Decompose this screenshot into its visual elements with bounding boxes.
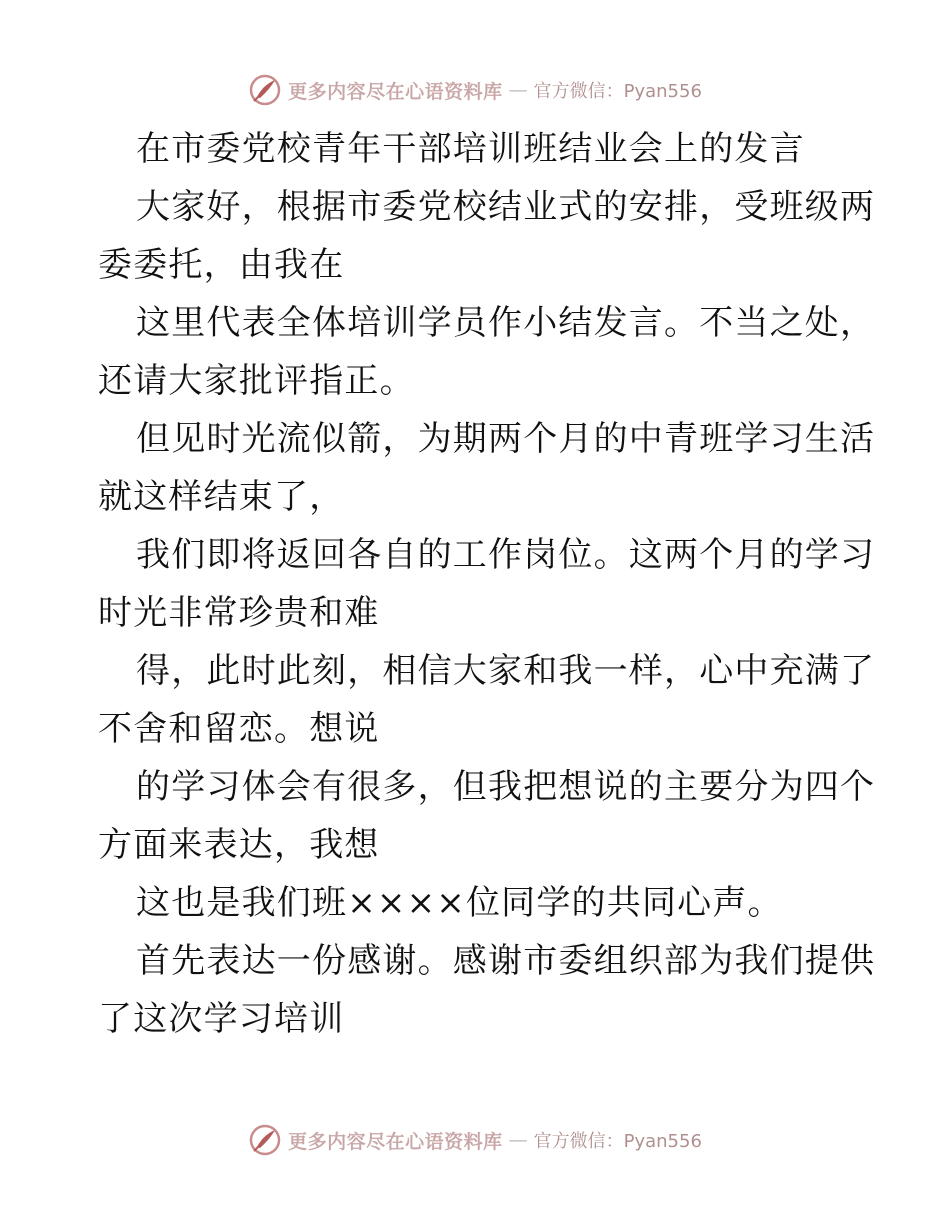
feather-seal-icon (248, 73, 282, 107)
text-line: 得，此时此刻，相信大家和我一样，心中充满了 (136, 651, 876, 691)
text-line: 但见时光流似箭，为期两个月的中青班学习生活 (136, 419, 876, 459)
watermark-wechat: 官方微信：Pyan556 (533, 81, 702, 102)
text-line: 我们即将返回各自的工作岗位。这两个月的学习 (136, 535, 876, 575)
document-body (98, 120, 876, 1048)
header-watermark (0, 70, 950, 110)
text-line: 时光非常珍贵和难 (98, 593, 380, 633)
text-line: 这也是我们班××××位同学的共同心声。 (136, 883, 783, 923)
feather-seal-icon (248, 1123, 282, 1157)
watermark-wechat: 官方微信：Pyan556 (533, 1131, 702, 1152)
watermark-text: 更多内容尽在心语资料库 (288, 80, 503, 103)
watermark-separator: — (508, 79, 528, 101)
text-line: 方面来表达，我想 (98, 825, 380, 865)
watermark-text: 更多内容尽在心语资料库 (288, 1130, 503, 1153)
footer-watermark (0, 1120, 950, 1160)
text-line: 就这样结束了， (98, 477, 345, 517)
text-line: 这里代表全体培训学员作小结发言。不当之处， (136, 303, 876, 343)
text-line: 不舍和留恋。想说 (98, 709, 380, 749)
text-line: 的学习体会有很多，但我把想说的主要分为四个 (136, 767, 876, 807)
text-line: 委委托，由我在 (98, 245, 345, 285)
text-line: 大家好，根据市委党校结业式的安排，受班级两 (136, 187, 876, 227)
text-line: 了这次学习培训 (98, 999, 345, 1039)
text-line: 首先表达一份感谢。感谢市委组织部为我们提供 (136, 941, 876, 981)
text-line: 还请大家批评指正。 (98, 361, 415, 401)
watermark-separator: — (508, 1129, 528, 1151)
document-title: 在市委党校青年干部培训班结业会上的发言 (136, 129, 805, 169)
